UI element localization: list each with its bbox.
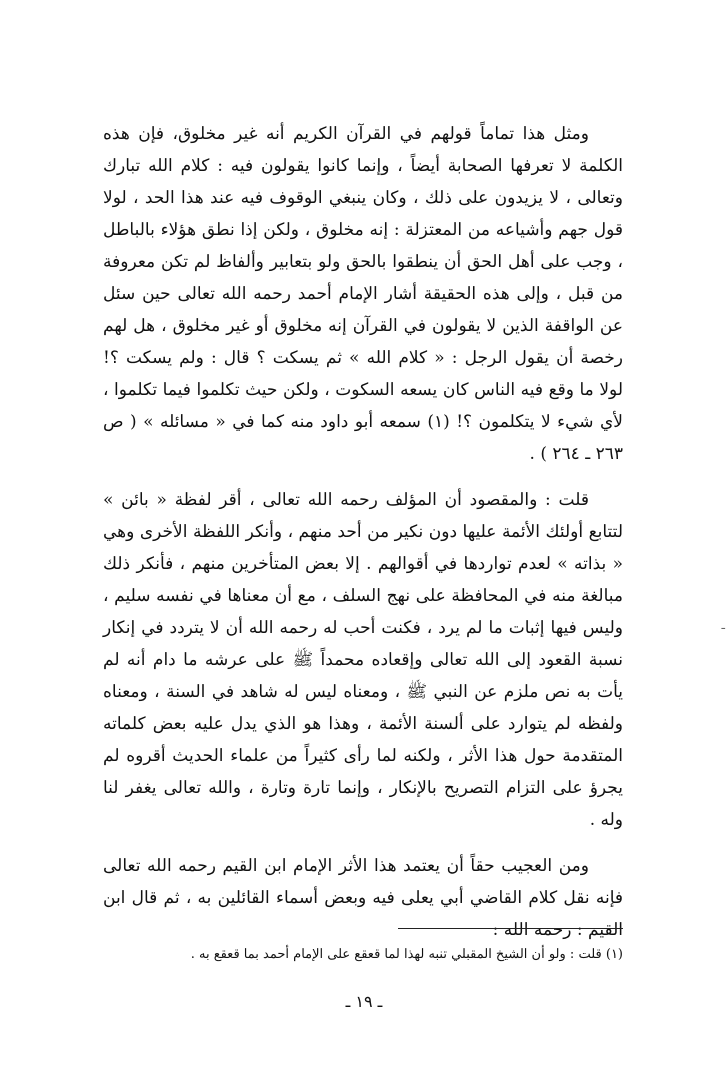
footnote-divider	[398, 928, 623, 929]
main-text	[103, 118, 623, 946]
paragraph: ومثل هذا تماماً قولهم في القرآن الكريم أنه غير مخلوق، فإن هذه الكلمة لا تعرفها الصحابة أيضاً ، وإنما كانوا يقولون فيه : كلام الله تبارك وتعالى ، لا يزيدون على ذلك ، وكان ينبغي الوقوف فيه عند هذا الحد ، لولا قول جهم وأشياعه من المعتزلة : إنه مخلوق ، ولكن إذا نطق هؤلاء بالباطل ، وجب على أهل الحق أن ينطقوا بالحق ولو بتعابير وألفاظ لم تكن معروفة من قبل ، وإلى هذه الحقيقة أشار الإمام أحمد رحمه الله تعالى حين سئل عن الواقفة الذين لا يقولون في القرآن إنه مخلوق أو غير مخلوق ، هل لهم رخصة أن يقول الرجل : « كلام الله » ثم يسكت ؟ قال : ولم يسكت ؟! لولا ما وقع فيه الناس كان يسعه السكوت ، ولكن حيث تكلموا فيما تكلموا ، لأي شيء لا يتكلمون ؟! (١) سمعه أبو داود منه كما في « مسائله » ( ص ٢٦٣ ـ ٢٦٤ ) .	[103, 124, 623, 464]
footnote: (١) قلت : ولو أن الشيخ المقبلي تنبه لهذا لما قعقع على الإمام أحمد بما قعقع به .	[190, 947, 623, 962]
margin-mark: ـ	[721, 618, 725, 632]
paragraph: قلت : والمقصود أن المؤلف رحمه الله تعالى ، أقر لفظة « بائن » لتتابع أولئك الأئمة عليها دون نكير من أحد منهم ، وأنكر اللفظة الأخرى وهي « بذاته » لعدم تواردها في أقوالهم . إلا بعض المتأخرين منهم ، فأنكر ذلك مبالغة منه في المحافظة على نهج السلف ، مع أن معناها في نفسه سليم ، وليس فيها إثبات ما لم يرد ، فكنت أحب له رحمه الله أن لا يتردد في إنكار نسبة القعود إلى الله تعالى وإقعاده محمداً ﷺ على عرشه ما دام أنه لم يأت به نص ملزم عن النبي ﷺ ، ومعناه ليس له شاهد في السنة ، ومعناه ولفظه لم يتوارد على ألسنة الأئمة ، وهذا هو الذي يدل عليه بعض كلماته المتقدمة حول هذا الأثر ، ولكنه لما رأى كثيراً من علماء الحديث أقروه لم يجرؤ على التزام التصريح بالإنكار ، وإنما تارة وتارة ، والله تعالى يغفر لنا وله .	[103, 490, 623, 830]
page-number: ـ ١٩ ـ	[345, 992, 383, 1011]
paragraph: ومن العجيب حقاً أن يعتمد هذا الأثر الإمام ابن القيم رحمه الله تعالى فإنه نقل كلام القاضي أبي يعلى فيه وبعض أسماء القائلين به ، ثم قال ابن القيم : رحمه الله :	[103, 856, 623, 940]
